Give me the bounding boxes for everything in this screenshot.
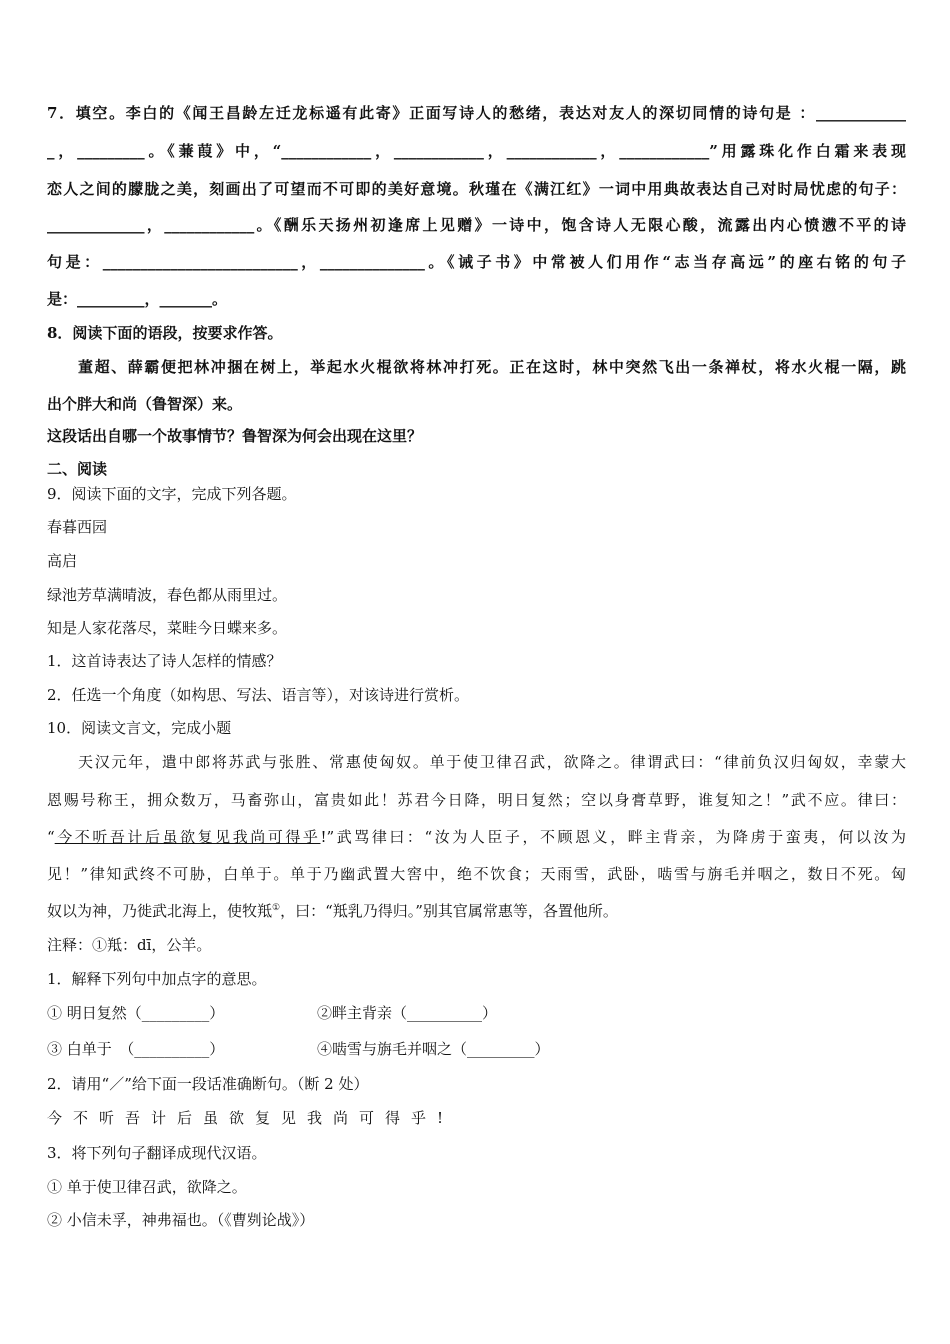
section-title: 二、阅读 bbox=[47, 460, 108, 478]
q8-passage-line-2: 出个胖大和尚（鲁智深）来。 bbox=[47, 395, 243, 413]
poem-title: 春暮西园 bbox=[47, 518, 108, 536]
q10-sub1-item-3: ③ 白单于 （__________） bbox=[47, 1040, 225, 1058]
q10-text-line-5-b: ，曰：“羝乳乃得归。”别其官属常惠等，各置他所。 bbox=[280, 902, 618, 920]
q10-text-line-3 bbox=[47, 827, 906, 847]
q7-line-5: 句是：__________________________，______________。《诫子书》中常被人们用作“志当存高远”的座右铭的句子 bbox=[47, 253, 906, 271]
q7-line-6: 是：_________，_______。 bbox=[47, 290, 228, 308]
q7-line-1: 7．填空。李白的《闻王昌龄左迁龙标遥有此寄》正面写诗人的愁绪，表达对友人的深切同情的诗句是 ：____________ bbox=[47, 104, 906, 122]
q10-text-line-2: 恩赐号称王，拥众数万，马畜弥山，富贵如此！苏君今日降，明日复然；空以身膏草野，谁复知之！”武不应。律曰： bbox=[47, 791, 906, 809]
q9-title: 9．阅读下面的文字，完成下列各题。 bbox=[47, 485, 297, 503]
q10-sub1-row-2 bbox=[47, 1039, 906, 1059]
quote-mark: “ bbox=[47, 828, 55, 846]
q10-sub3-item-2: ② 小信未孚，神弗福也。（《曹刿论战》） bbox=[47, 1211, 315, 1229]
q10-title: 10．阅读文言文，完成小题 bbox=[47, 719, 232, 737]
q10-sub1-title: 1．解释下列句中加点字的意思。 bbox=[47, 970, 267, 988]
q10-text-line-1: 天汉元年，遣中郎将苏武与张胜、常惠使匈奴。单于使卫律召武，欲降之。律谓武曰：“律前负汉归匈奴，幸蒙大 bbox=[78, 753, 906, 771]
q9-subquestion-2: 2．任选一个角度（如构思、写法、语言等），对该诗进行赏析。 bbox=[47, 686, 470, 704]
q10-sub2-text: 今不听吾计后虽欲复见我尚可得乎! bbox=[47, 1109, 455, 1127]
q8-title: 8．阅读下面的语段，按要求作答。 bbox=[47, 324, 283, 342]
q7-line-4: _____________，____________。《酬乐天扬州初逢席上见赠》一诗中，饱含诗人无限心酸，流露出内心愤懑不平的诗 bbox=[47, 216, 906, 234]
q10-text-line-3-rest: !”武骂律曰：“汝为人臣子，不顾恩义，畔主背亲，为降虏于蛮夷，何以汝为 bbox=[320, 828, 906, 846]
q10-note: 注释：①羝：dī，公羊。 bbox=[47, 936, 212, 954]
q9-subquestion-1: 1．这首诗表达了诗人怎样的情感？ bbox=[47, 652, 282, 670]
q10-sub3-item-1: ① 单于使卫律召武，欲降之。 bbox=[47, 1178, 247, 1196]
poem-line-2: 知是人家花落尽，菜畦今日蝶来多。 bbox=[47, 619, 288, 637]
poem-line-1: 绿池芳草满晴波，春色都从雨里过。 bbox=[47, 586, 288, 604]
footnote-marker: ① bbox=[272, 903, 281, 913]
q10-text-line-5 bbox=[47, 901, 906, 921]
q10-sub1-item-1: ① 明日复然（_________） bbox=[47, 1004, 225, 1022]
q7-line-2: _，_________。《蒹葭》中，“____________，____________，____________，____________”用露珠化作白霜来表现 bbox=[47, 142, 906, 160]
q7-line-3: 恋人之间的朦胧之美，刻画出了可望而不可即的美好意境。秋瑾在《满江红》一词中用典故表达自己对时局忧虑的句子： bbox=[47, 180, 906, 198]
underlined-sentence: 今不听吾计后虽欲复见我尚可得乎 bbox=[54, 828, 321, 846]
q8-question: 这段话出自哪一个故事情节？鲁智深为何会出现在这里？ bbox=[47, 427, 423, 445]
q10-sub1-item-4: ④啮雪与旃毛并咽之（_________） bbox=[317, 1040, 550, 1058]
q10-text-line-4: 见！”律知武终不可胁，白单于。单于乃幽武置大窖中，绝不饮食；天雨雪，武卧，啮雪与旃毛并咽之，数日不死。匈 bbox=[47, 865, 906, 883]
q10-sub3-title: 3．将下列句子翻译成现代汉语。 bbox=[47, 1144, 267, 1162]
poem-author: 高启 bbox=[47, 552, 78, 570]
q10-sub1-item-2: ②畔主背亲（__________） bbox=[317, 1004, 498, 1022]
q8-passage-line-1: 董超、薛霸便把林冲捆在树上，举起水火棍欲将林冲打死。正在这时，林中突然飞出一条禅杖，将水火棍一隔，跳 bbox=[78, 358, 906, 376]
q10-sub1-row-1 bbox=[47, 1003, 906, 1023]
q10-sub2-title: 2．请用“／”给下面一段话准确断句。（断 2 处） bbox=[47, 1075, 369, 1093]
q10-text-line-5-a: 奴以为神，乃徙武北海上，使牧羝 bbox=[47, 902, 273, 920]
